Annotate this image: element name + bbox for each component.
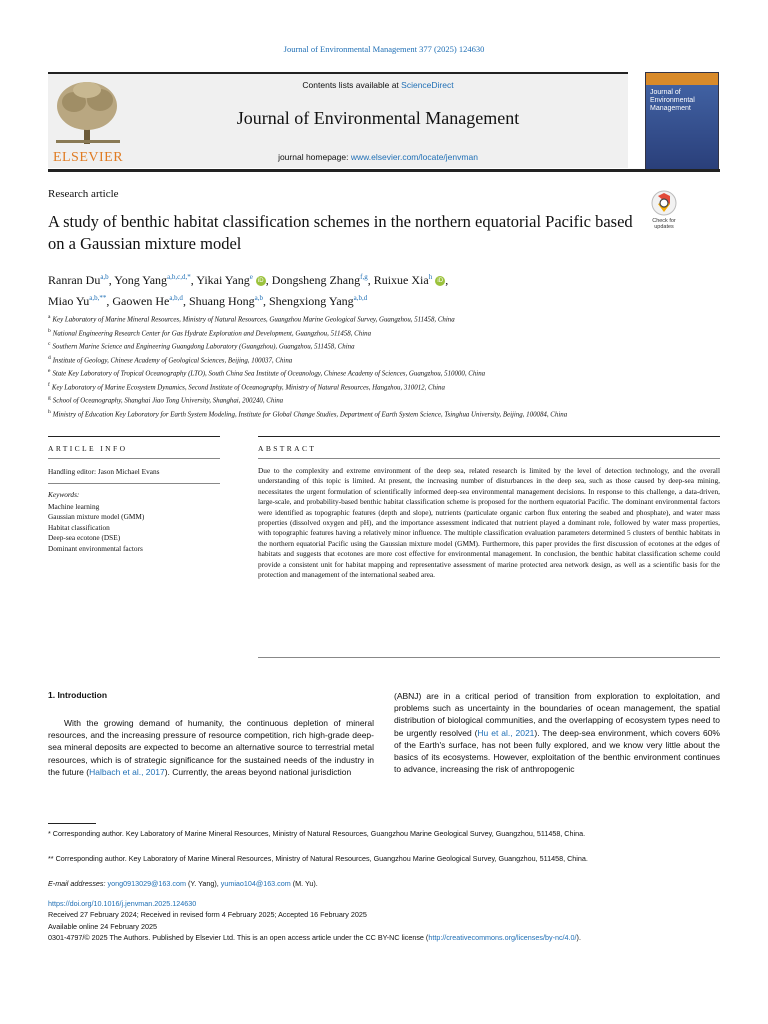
author[interactable]: Miao $Yu^{a,b,**}$ <box>48 294 107 308</box>
handling-editor: Handling editor: Jason Michael Evans <box>48 467 160 476</box>
email-link[interactable]: yumiao104@163.com <box>220 879 291 888</box>
intro-paragraph-left: With the growing demand of humanity, the continuous depletion of mineral resources, and the increasing pressure of resource competition, rich high-grade deep-sea mineral deposits are expected to become an alternative source to terrestrial metal resources, which is of strategic significance for the sustained needs of the industry in the future (Halbach et al., 2017). Currently, the areas beyond national jurisdiction <box>48 718 374 777</box>
author[interactable]: Yong Yang$^{a,b,c,d,*}$ <box>114 273 191 287</box>
author[interactable]: Dongsheng Zhang$^{f,g}$ <box>271 273 368 287</box>
abstract-heading: ABSTRACT <box>258 444 317 453</box>
author[interactable]: Ranran Du$^{a,b}$ <box>48 273 109 287</box>
orcid-icon[interactable]: iD <box>435 276 445 286</box>
journal-title: Journal of Environmental Management <box>236 108 520 128</box>
abstract-end-rule <box>258 657 720 658</box>
email-link[interactable]: yong0913029@163.com <box>107 879 186 888</box>
keyword: Dominant environmental factors <box>48 543 143 553</box>
author[interactable]: Gaowen He$^{a,b,d}$ <box>112 294 183 308</box>
cover-title: Journal of Environmental Management <box>650 89 695 112</box>
affiliation: $^g$ School of Oceanography, Shanghai Jiao Tong University, Shanghai, 200240, China <box>48 395 284 405</box>
author-list: Ranran Du$^{a,b}$, Yong Yang$^{a,b,c,d,*}$, Yikai Yang$^e$ iD , Dongsheng Zhang$^{f,g}$, Ruixue Xia$^h$ iD , Miao $Yu^{a,b,**}$, Gaowen He$^{a,b,d}$, Shuang Hong$^{a,b}$, Shengxiong Yang$^{a,b,d}$ <box>48 273 449 308</box>
author[interactable]: Shengxiong Yang$^{a,b,d}$ <box>268 294 368 308</box>
article-type: Research article <box>48 188 119 200</box>
journal-cover-image[interactable] <box>645 72 719 170</box>
abstract-text: Due to the complexity and extreme environment of the deep sea, related research is limited by the level of detection technology, and the overall understanding of this topic is limited. At present, the increasing number of disturbances in the deep sea, such as those caused by deep-sea mining, necessitates the urgent formulation of scientifically informed deep-sea environmental management decisions. In response to this challenge, a data-driven, large-scale, and probability-based benthic habitat classification scheme is proposed for the northern equatorial Pacific. The dominant environmental factors were identified as topographic features (depth and slope), nutrients (particulate organic carbon flux entering the seabed and phosphate), and water mass properties (dissolved oxygen and pH), and the importance assessment indicated that nutrient played a dominant role, followed by water mass properties, with topographic features having a relatively minor influence. The multiple classification evaluation parameters determined 5 clusters of benthic habitats in the northern equatorial Pacific using the Gaussian mixture model (GMM). Furthermore, this paper provides the first discussion of ecotones at the edges of habitats and suggests that ecotones are more cost effective for environmental management. In conclusion, the benthic habitat classification scheme could provide a consistent unit for habitat mapping and representative assessment of marine protected area network design, as well as a scientific basis for the protection and management of the international seabed area. <box>258 466 720 580</box>
elsevier-logo[interactable] <box>48 76 128 166</box>
publication-info <box>48 898 720 944</box>
author[interactable]: Ruixue Xia$^h$ iD <box>374 273 446 287</box>
cover-strip <box>646 73 718 85</box>
article-info-rule <box>48 436 220 437</box>
author[interactable]: Yikai Yang$^e$ iD <box>196 273 265 287</box>
article-info-heading: ARTICLE INFO <box>48 444 128 453</box>
keyword-list <box>48 502 144 554</box>
affiliation: $^c$ Southern Marine Science and Engineering Guangdong Laboratory (Guangzhou), Guangzhou, 511458, China <box>48 341 355 351</box>
citation-link[interactable]: Halbach et al., 2017 <box>89 766 165 777</box>
keywords-heading: Keywords: <box>48 490 80 499</box>
keyword: Habitat classification <box>48 522 110 532</box>
elsevier-wordmark: ELSEVIER <box>52 150 124 165</box>
affiliation-list <box>48 312 728 420</box>
homepage-link[interactable]: www.elsevier.com/locate/jenvman <box>350 152 478 162</box>
affiliation: $^a$ Key Laboratory of Marine Mineral Resources, Ministry of Natural Resources, Guangzhou Marine Geological Survey, Guangzhou, 511458, China <box>48 314 455 324</box>
keyword: Gaussian mixture model (GMM) <box>48 512 145 522</box>
affiliation: $^h$ Ministry of Education Key Laboratory for Earth System Modeling, Institute for Global Change Studies, Department of Earth System Science, Tsinghua University, Beijing, 100084, China <box>48 408 568 418</box>
contents-prefix: Contents lists available at <box>302 80 402 90</box>
available-online: Available online 24 February 2025 <box>48 921 157 931</box>
affiliation: $^f$ Key Laboratory of Marine Ecosystem Dynamics, Second Institute of Oceanography, Ministry of Natural Resources, Hangzhou, 310012, China <box>48 381 445 391</box>
check-for-updates-badge[interactable] <box>647 190 681 230</box>
corresponding-author-note: ** Corresponding author. Key Laboratory of Marine Mineral Resources, Ministry of Natural Resources, Guangzhou Marine Geological Survey, Guangzhou, 511458, China. <box>48 854 588 863</box>
section-heading-introduction: 1. Introduction <box>48 690 108 700</box>
affiliation: $^b$ National Engineering Research Center for Gas Hydrate Exploration and Development, Guangzhou, 511458, China <box>48 327 372 337</box>
keyword: Machine learning <box>48 502 100 511</box>
crossmark-icon <box>651 190 677 216</box>
editor-rule <box>48 483 220 484</box>
abstract-rule <box>258 436 720 437</box>
header-divider <box>48 169 720 172</box>
affiliation: $^d$ Institute of Geology, Chinese Academy of Geological Sciences, Beijing, 100037, China <box>48 354 293 364</box>
received-dates: Received 27 February 2024; Received in revised form 4 February 2025; Accepted 16 February 2025 <box>48 910 367 920</box>
footnote-rule <box>48 823 96 824</box>
keyword: Deep-sea ecotone (DSE) <box>48 533 121 543</box>
doi-link[interactable]: https://doi.org/10.1016/j.jenvman.2025.124630 <box>48 899 197 908</box>
abstract-subrule <box>258 458 720 459</box>
intro-paragraph-right: (ABNJ) are in a critical period of transition from exploration to exploitation, and problems such as uncertainty in the boundaries of ocean management, the spatial distribution of biological communities, and the overlapping of ecosystem types need to be urgently resolved (Hu et al., 2021). The deep-sea environment, which covers 60% of the Earth's surface, has not been fully explored, and we know very little about the basics of its ecosystems. However, exploitation of the benthic environment continues to advance, increasing the risk of anthropogenic <box>394 691 720 775</box>
author[interactable]: Shuang Hong$^{a,b}$ <box>188 294 263 308</box>
license-statement: 0301-4797/© 2025 The Authors. Published by Elsevier Ltd. This is an open access article under the CC BY-NC license (http://creativecommons.org/licenses/by-nc/4.0/). <box>48 933 581 943</box>
journal-homepage <box>128 152 628 162</box>
sciencedirect-link[interactable]: ScienceDirect <box>401 80 454 90</box>
license-link[interactable]: http://creativecommons.org/licenses/by-nc/4.0/ <box>428 933 577 943</box>
contents-available <box>128 80 628 90</box>
article-info-subrule <box>48 458 220 459</box>
corresponding-author-note: * Corresponding author. Key Laboratory of Marine Mineral Resources, Ministry of Natural Resources, Guangzhou Marine Geological Survey, Guangzhou, 511458, China. <box>48 829 586 838</box>
citation-link[interactable]: Hu et al., 2021 <box>477 727 535 738</box>
journal-reference[interactable]: Journal of Environmental Management 377 (2025) 124630 <box>283 44 485 54</box>
email-addresses: E-mail addresses: yong0913029@163.com (Y. Yang), yumiao104@163.com (M. Yu). <box>48 879 318 888</box>
affiliation: $^e$ State Key Laboratory of Tropical Oceanography (LTO), South China Sea Institute of Oceanology, Chinese Academy of Sciences, Guangzhou, 510000, China <box>48 368 486 378</box>
crossmark-label: Check for updates <box>652 218 676 230</box>
paper-title: A study of benthic habitat classification schemes in the northern equatorial Pacific based on a Gaussian mixture model <box>48 212 633 253</box>
orcid-icon[interactable]: iD <box>256 276 266 286</box>
homepage-label: journal homepage: <box>278 152 351 162</box>
